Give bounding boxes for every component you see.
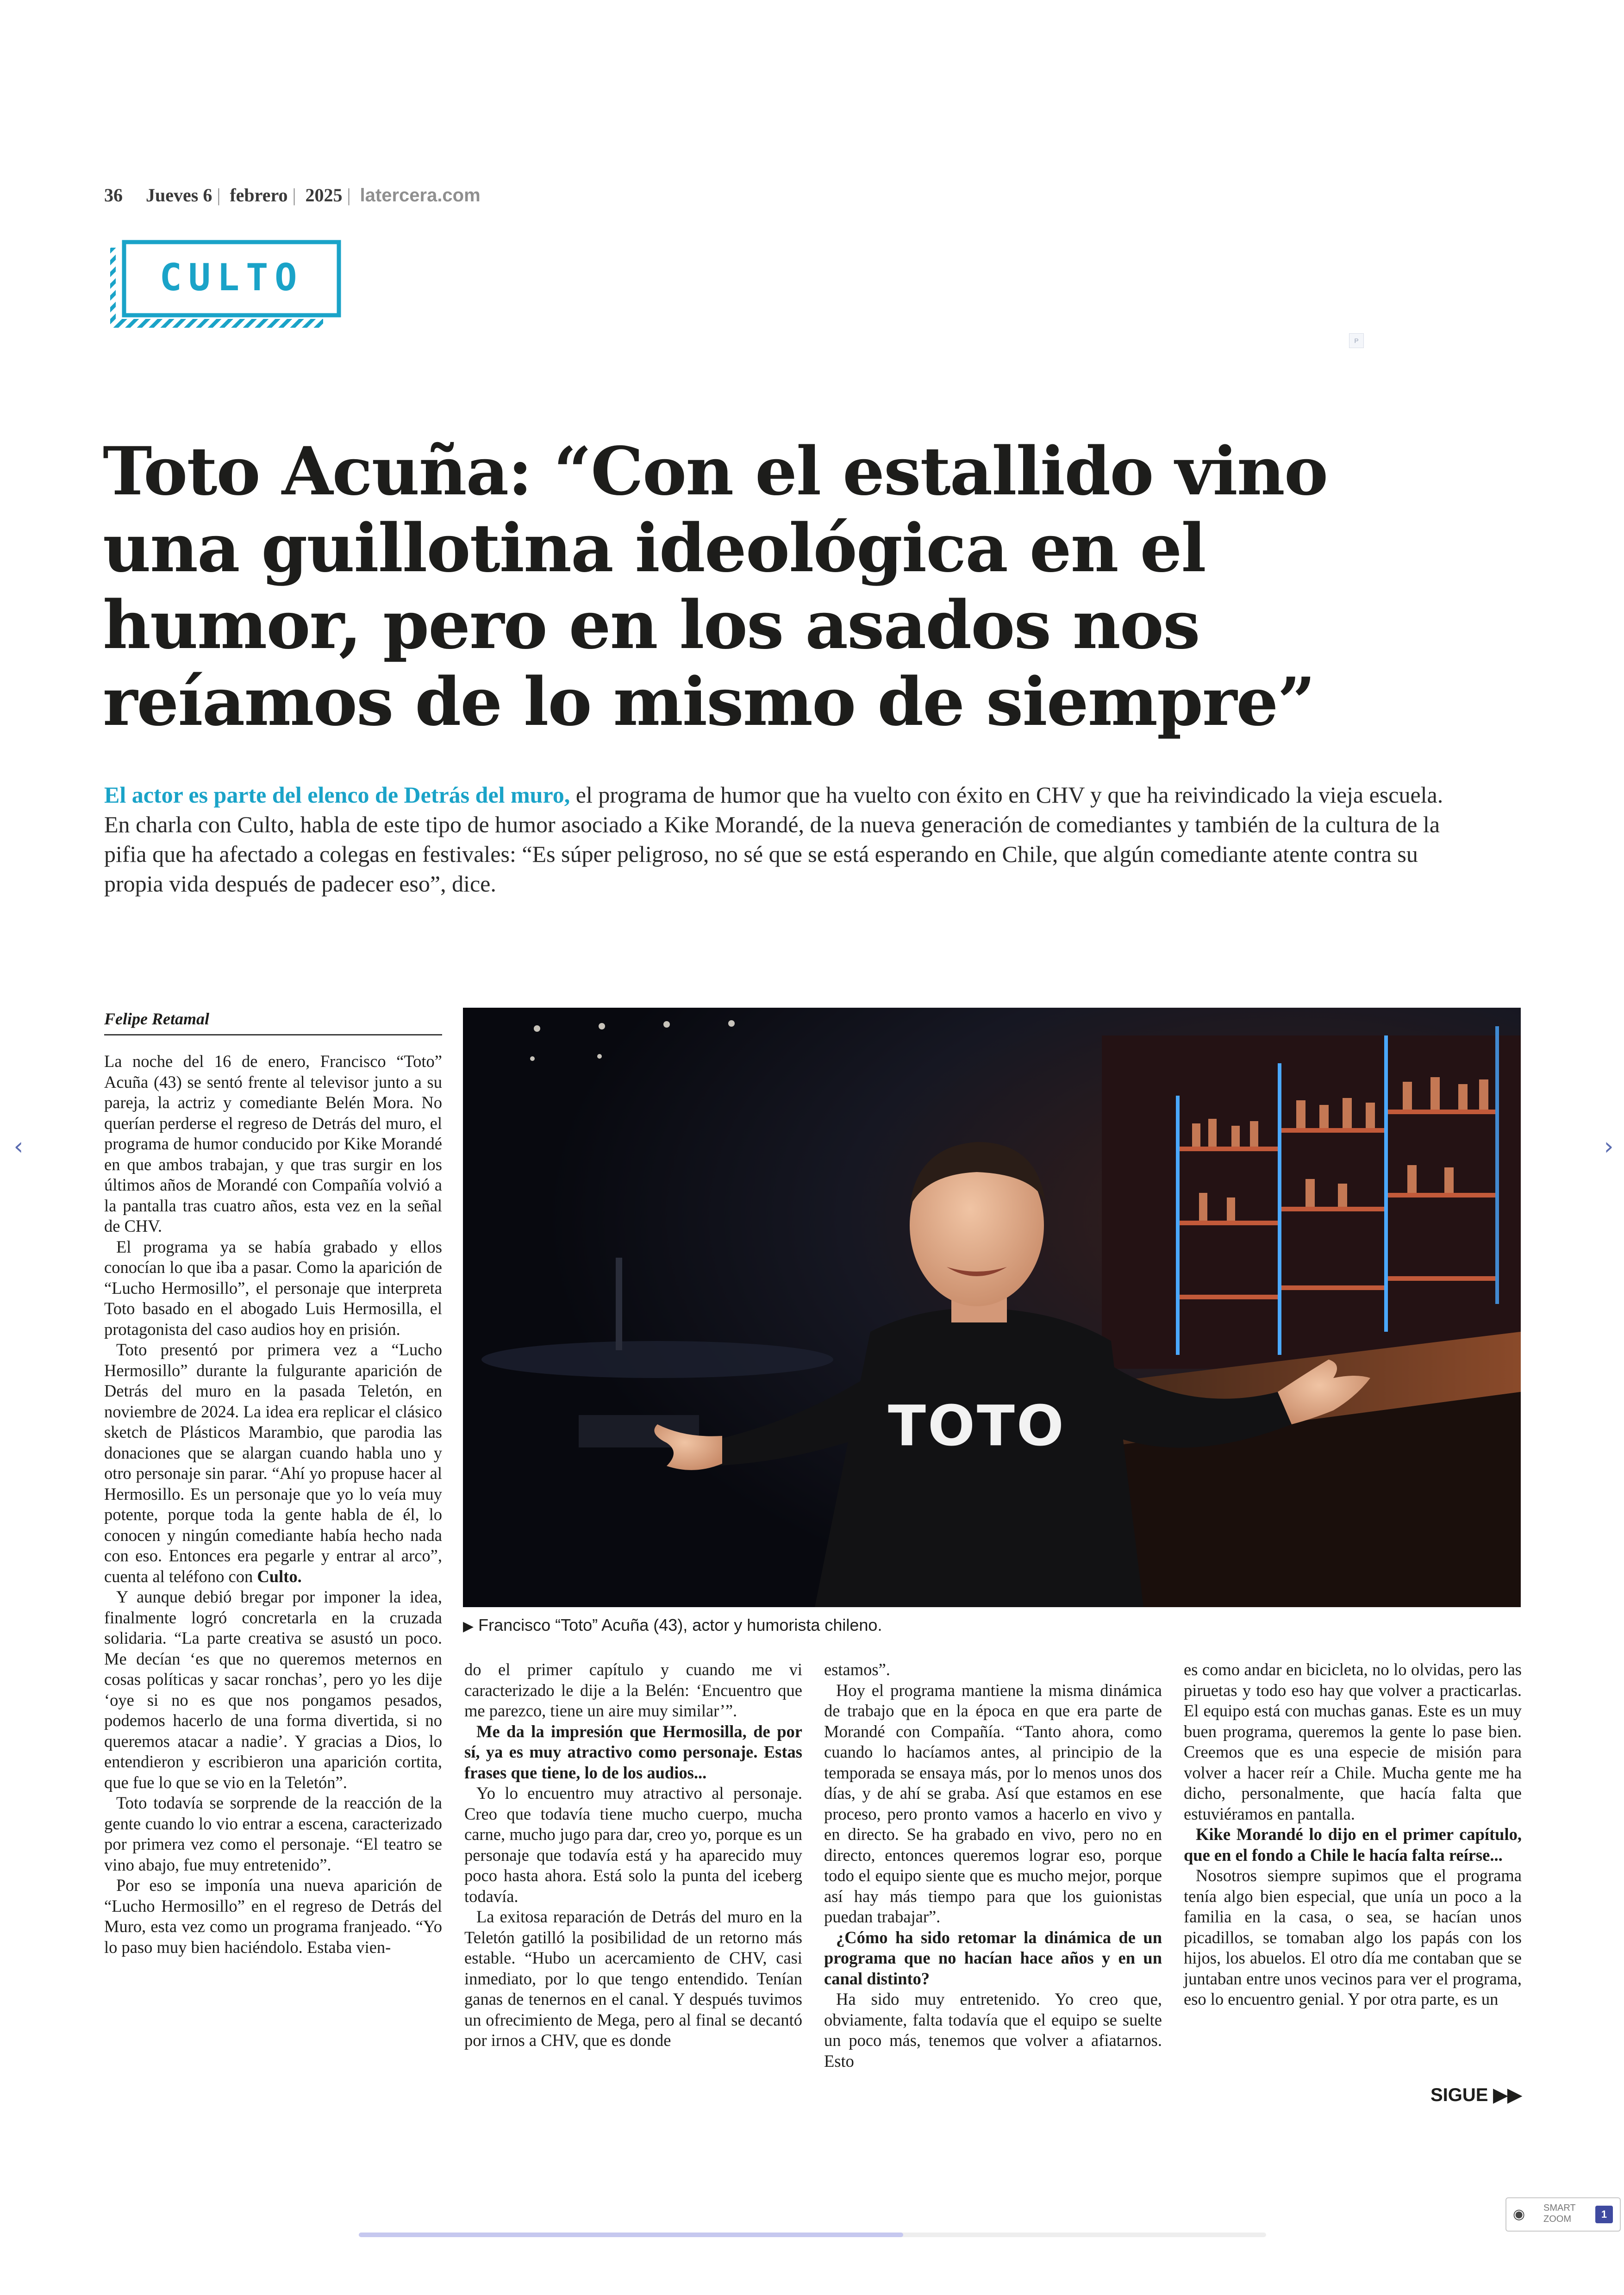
- headline-line-4: reíamos de lo mismo de siempre”: [103, 663, 1315, 741]
- deck-text: el programa de humor que ha vuelto con éxito en CHV y que ha reivindicado la vieja escuela. En charla con Culto, habla de este tipo de humor asociado a Kike Morandé, de la nueva generación de comediantes y también de la cultura de la pifia que ha afectado a colegas en festivales: “Es súper peligroso, no sé que se está esperando en Chile, que algún comediante atente contra su propia vida después de padecer eso”, dice.: [104, 782, 1443, 897]
- article-column-4: [1184, 1659, 1522, 2010]
- headline-line-1: Toto Acuña: “Con el estallido vino: [103, 432, 1328, 510]
- page-scroll-progress-fill: [359, 2233, 903, 2237]
- article-paragraph: Por eso se imponía una nueva aparición de “Lucho Hermosillo” en el regreso de Detrás del Muro, esta vez como un programa franjeado. “Yo lo paso muy bien haciéndolo. Estaba vien-: [104, 1876, 442, 1957]
- page-count-badge: 1: [1595, 2206, 1613, 2223]
- headline: [103, 432, 1328, 741]
- article-column-2: [464, 1659, 802, 2051]
- article-column-3: [824, 1659, 1162, 2071]
- article-paragraph: Hoy el programa mantiene la misma dinámica de trabajo que en la época en que era parte de Morandé con Compañía. “Tanto ahora, como cuando lo hacíamos antes, al principio de la temporada se ensaya más, por lo menos unos dos días, y de ahí se graba. Así que estamos en ese proceso, pero pronto vamos a hacerlo en vivo y en directo. Se ha grabado en vivo, pero no en directo, entonces queremos lograr eso, porque todo el equipo siente que es mucho mejor, porque así hay más tiempo para que los guionistas puedan trabajar”.: [824, 1680, 1162, 1926]
- interview-question: Kike Morandé lo dijo en el primer capítulo, que en el fondo a Chile le hacía falta reírse...: [1184, 1825, 1522, 1865]
- article-paragraph: Nosotros siempre supimos que el programa tenía algo bien especial, que unía un poco a la familia en la casa, o sea, se hacían unos picadillos, se tomaban algo los papás con los hijos, los abuelos. El otro día me contaban que se juntaban entre unos vecinos para ver el programa, eso lo encuentro genial. Y por otra parte, es un: [1184, 1866, 1522, 2008]
- headline-line-2: una guillotina ideológica en el: [103, 509, 1206, 587]
- photo-caption: [463, 1615, 1521, 1635]
- interview-question: ¿Cómo ha sido retomar la dinámica de un programa que no hacían hace años y en un canal distinto?: [824, 1927, 1162, 1988]
- next-page-button[interactable]: [1595, 1133, 1623, 1160]
- article-paragraph: estamos”.: [824, 1660, 890, 1679]
- article-deck: [104, 780, 1456, 898]
- article-paragraph: es como andar en bicicleta, no lo olvidas, pero las piruetas y todo eso hay que volver a practicarlas. El equipo está con muchas ganas. Este es un muy buen programa, queremos la gente lo pase bien. Creemos que es una especie de misión para volver a hacer reír a Chile. Mucha gente me ha dicho, personalmente, que hacía falta que estuviéramos en pantalla.: [1184, 1660, 1522, 1823]
- article-paragraph: El programa ya se había grabado y ellos conocían lo que iba a pasar. Como la aparición de “Lucho Hermosillo”, el personaje que interpreta Toto basado en el abogado Luis Hermosilla, el protagonista del caso audios hoy en prisión.: [104, 1237, 442, 1339]
- article-paragraph: Yo lo encuentro muy atractivo al personaje. Creo que todavía tiene mucho cuerpo, mucha carne, mucho jugo para dar, creo yo, porque es un personaje que todavía está y ha aparecido muy poco hasta ahora. Está solo la punta del iceberg todavía.: [464, 1784, 802, 1906]
- culto-section-logo: [107, 239, 346, 331]
- chevron-right-icon: ›: [1604, 1133, 1614, 1160]
- issue-year: 2025: [305, 185, 343, 206]
- article-paragraph: Y aunque debió bregar por imponer la idea, finalmente logró concretarla en la cruzada solidaria. “La parte creativa se asustó un poco. Me decían ‘es que no queremos meternos en cosas políticas y sacar ronchas’, pero yo les dije ‘oye si no es que nos pongamos pesados, podemos hacerlo de una forma divertida, si no queremos atacar a nadie’. Y gracias a Dios, lo entendieron y escribieron una aparición cortita, que fue lo que se vio en la Teletón”.: [104, 1587, 442, 1792]
- website-label: latercera.com: [360, 185, 481, 206]
- logo-text: CULTO: [159, 256, 304, 299]
- deck-highlight: El actor es parte del elenco de Detrás del muro,: [104, 782, 570, 808]
- photo-illustration: [463, 1008, 1521, 1607]
- continue-label: SIGUE ▶▶: [1430, 2085, 1522, 2105]
- byline: Felipe Retamal: [104, 1009, 442, 1035]
- issue-date: Jueves 6: [146, 185, 212, 206]
- logo-hatch-left: [110, 248, 116, 324]
- shirt-text: TOTO: [888, 1394, 1066, 1459]
- logo-hatch-bottom: [110, 319, 323, 328]
- article-paragraph: La noche del 16 de enero, Francisco “Toto” Acuña (43) se sentó frente al televisor junto a su pareja, la actriz y comediante Belén Mora. No querían perderse el regreso de Detrás del muro, el programa de humor conducido por Kike Morandé en que ambos trabajan, y que tras surgir en los últimos años de Morandé con Compañía volvió a la pantalla tras cuatro años, esta vez en la señal de CHV.: [104, 1052, 442, 1235]
- culto-mention: Culto.: [257, 1566, 302, 1586]
- page-marker-icon[interactable]: P: [1349, 333, 1364, 348]
- caption-text: Francisco “Toto” Acuña (43), actor y humorista chileno.: [478, 1615, 882, 1634]
- prev-page-button[interactable]: [5, 1133, 32, 1160]
- issue-month: febrero: [230, 185, 288, 206]
- article-paragraph: Toto presentó por primera vez a “Lucho Hermosillo” durante la fulgurante aparición de Detrás del muro en la pasada Teletón, en noviembre de 2024. La idea era replicar el clásico sketch de Plásticos Marambio, que parodia las donaciones que se alargan cuando habla uno y otro personaje sin parar. “Ahí yo propuse hacer al Hermosillo. Es un personaje que yo lo veía muy potente, porque toda la gente habla de él, lo conocen y ningún comediante había hecho nada con eso. Entonces era pegarle y entrar al arco”, cuenta al teléfono con Culto.: [104, 1340, 442, 1586]
- page-number: 36: [104, 185, 123, 206]
- page-scroll-progress[interactable]: [359, 2233, 1266, 2237]
- eye-icon: ◉: [1513, 2206, 1525, 2222]
- article-photo[interactable]: [463, 1008, 1521, 1607]
- interview-question: Me da la impresión que Hermosilla, de por sí, ya es muy atractivo como personaje. Estas frases que tiene, lo de los audios...: [464, 1721, 802, 1782]
- smart-zoom-button[interactable]: [1505, 2197, 1621, 2232]
- article-paragraph: do el primer capítulo y cuando me vi caracterizado le dije a la Belén: ‘Encuentro que me parezco, tiene un aire muy similar’”.: [464, 1660, 802, 1720]
- article-paragraph: La exitosa reparación de Detrás del muro en la Teletón gatilló la posibilidad de un retorno más estable. “Hubo un acercamiento de CHV, casi inmediato, por lo que tengo entendido. Tenían ganas de tenernos en el canal. Y después tuvimos un ofrecimiento de Mega, pero al final se decantó por irnos a CHV, que es donde: [464, 1907, 802, 2050]
- page-folio: 36 Jueves 6 | febrero | 2025 | latercera.com: [104, 185, 481, 206]
- headline-line-3: humor, pero en los asados nos: [103, 586, 1199, 664]
- article-column-1: [104, 1051, 442, 1958]
- smart-zoom-label: SMART ZOOM: [1543, 2203, 1576, 2224]
- article-paragraph: Ha sido muy entretenido. Yo creo que, obviamente, falta todavía que el equipo se suelte un poco más, tenemos que volver a afiatarnos. Esto: [824, 1989, 1162, 2070]
- chevron-left-icon: ‹: [13, 1133, 24, 1160]
- caption-triangle-icon: ▶: [463, 1619, 474, 1634]
- article-paragraph: Toto todavía se sorprende de la reacción de la gente cuando lo vio entrar a escena, caracterizado por primera vez como el personaje. “El teatro se vino abajo, fue muy entretenido”.: [104, 1793, 442, 1874]
